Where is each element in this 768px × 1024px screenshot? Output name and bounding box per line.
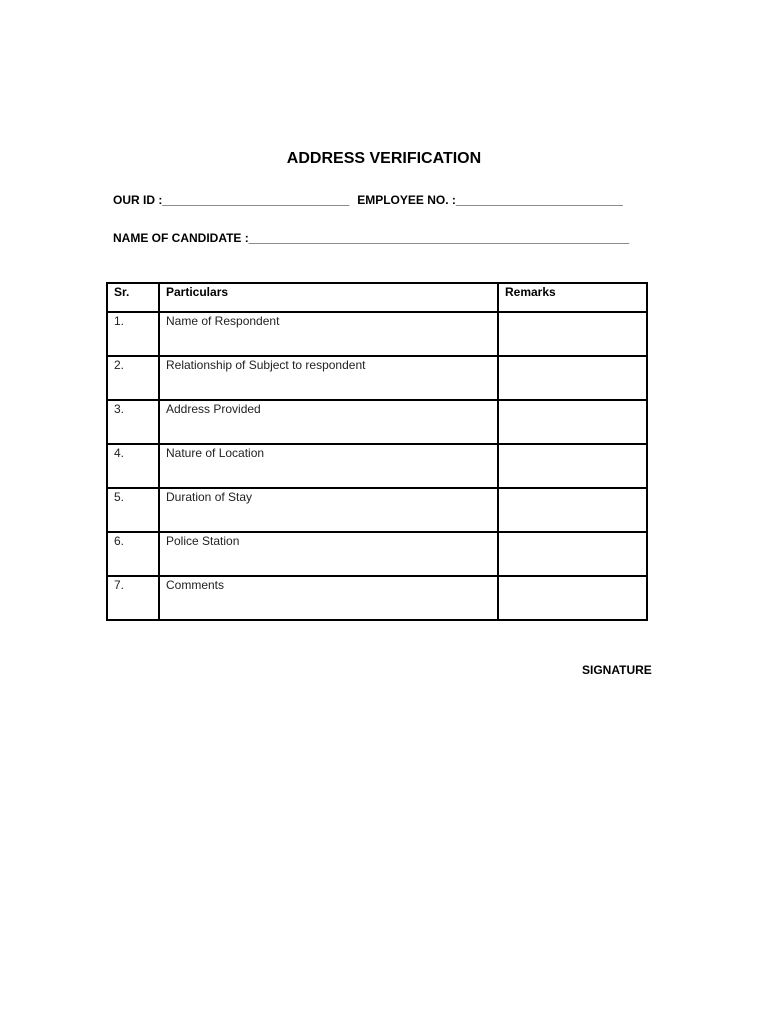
row-remark-cell[interactable] <box>498 356 647 400</box>
table-row <box>107 532 647 576</box>
row-particular: Nature of Location <box>159 444 498 488</box>
id-line <box>113 193 623 207</box>
row-remark-cell[interactable] <box>498 576 647 620</box>
verification-table <box>106 282 648 621</box>
row-remark-cell[interactable] <box>498 532 647 576</box>
table-header-row <box>107 283 647 312</box>
our-id-field[interactable]: ____________________________ <box>162 193 350 207</box>
candidate-name-label: NAME OF CANDIDATE : <box>113 231 249 245</box>
row-sr: 1. <box>107 312 159 356</box>
signature-label: SIGNATURE <box>582 663 652 677</box>
row-remark-cell[interactable] <box>498 444 647 488</box>
employee-no-field[interactable]: _________________________ <box>455 193 623 207</box>
row-particular: Address Provided <box>159 400 498 444</box>
header-sr: Sr. <box>107 283 159 312</box>
table-row <box>107 400 647 444</box>
row-particular: Comments <box>159 576 498 620</box>
employee-no-label: EMPLOYEE NO. : <box>357 193 456 207</box>
row-sr: 3. <box>107 400 159 444</box>
table-row <box>107 576 647 620</box>
row-remark-cell[interactable] <box>498 312 647 356</box>
table-row <box>107 356 647 400</box>
row-remark-cell[interactable] <box>498 400 647 444</box>
row-sr: 4. <box>107 444 159 488</box>
row-sr: 7. <box>107 576 159 620</box>
table-row <box>107 488 647 532</box>
header-remarks: Remarks <box>498 283 647 312</box>
candidate-line <box>113 231 629 245</box>
row-sr: 6. <box>107 532 159 576</box>
row-particular: Police Station <box>159 532 498 576</box>
header-particulars: Particulars <box>159 283 498 312</box>
table-row <box>107 444 647 488</box>
table-row <box>107 312 647 356</box>
document-title: ADDRESS VERIFICATION <box>286 150 482 167</box>
row-particular: Name of Respondent <box>159 312 498 356</box>
row-sr: 2. <box>107 356 159 400</box>
row-particular: Duration of Stay <box>159 488 498 532</box>
row-remark-cell[interactable] <box>498 488 647 532</box>
row-sr: 5. <box>107 488 159 532</box>
our-id-label: OUR ID : <box>113 193 163 207</box>
row-particular: Relationship of Subject to respondent <box>159 356 498 400</box>
candidate-name-field[interactable]: _________________________________________________________ <box>248 231 630 245</box>
